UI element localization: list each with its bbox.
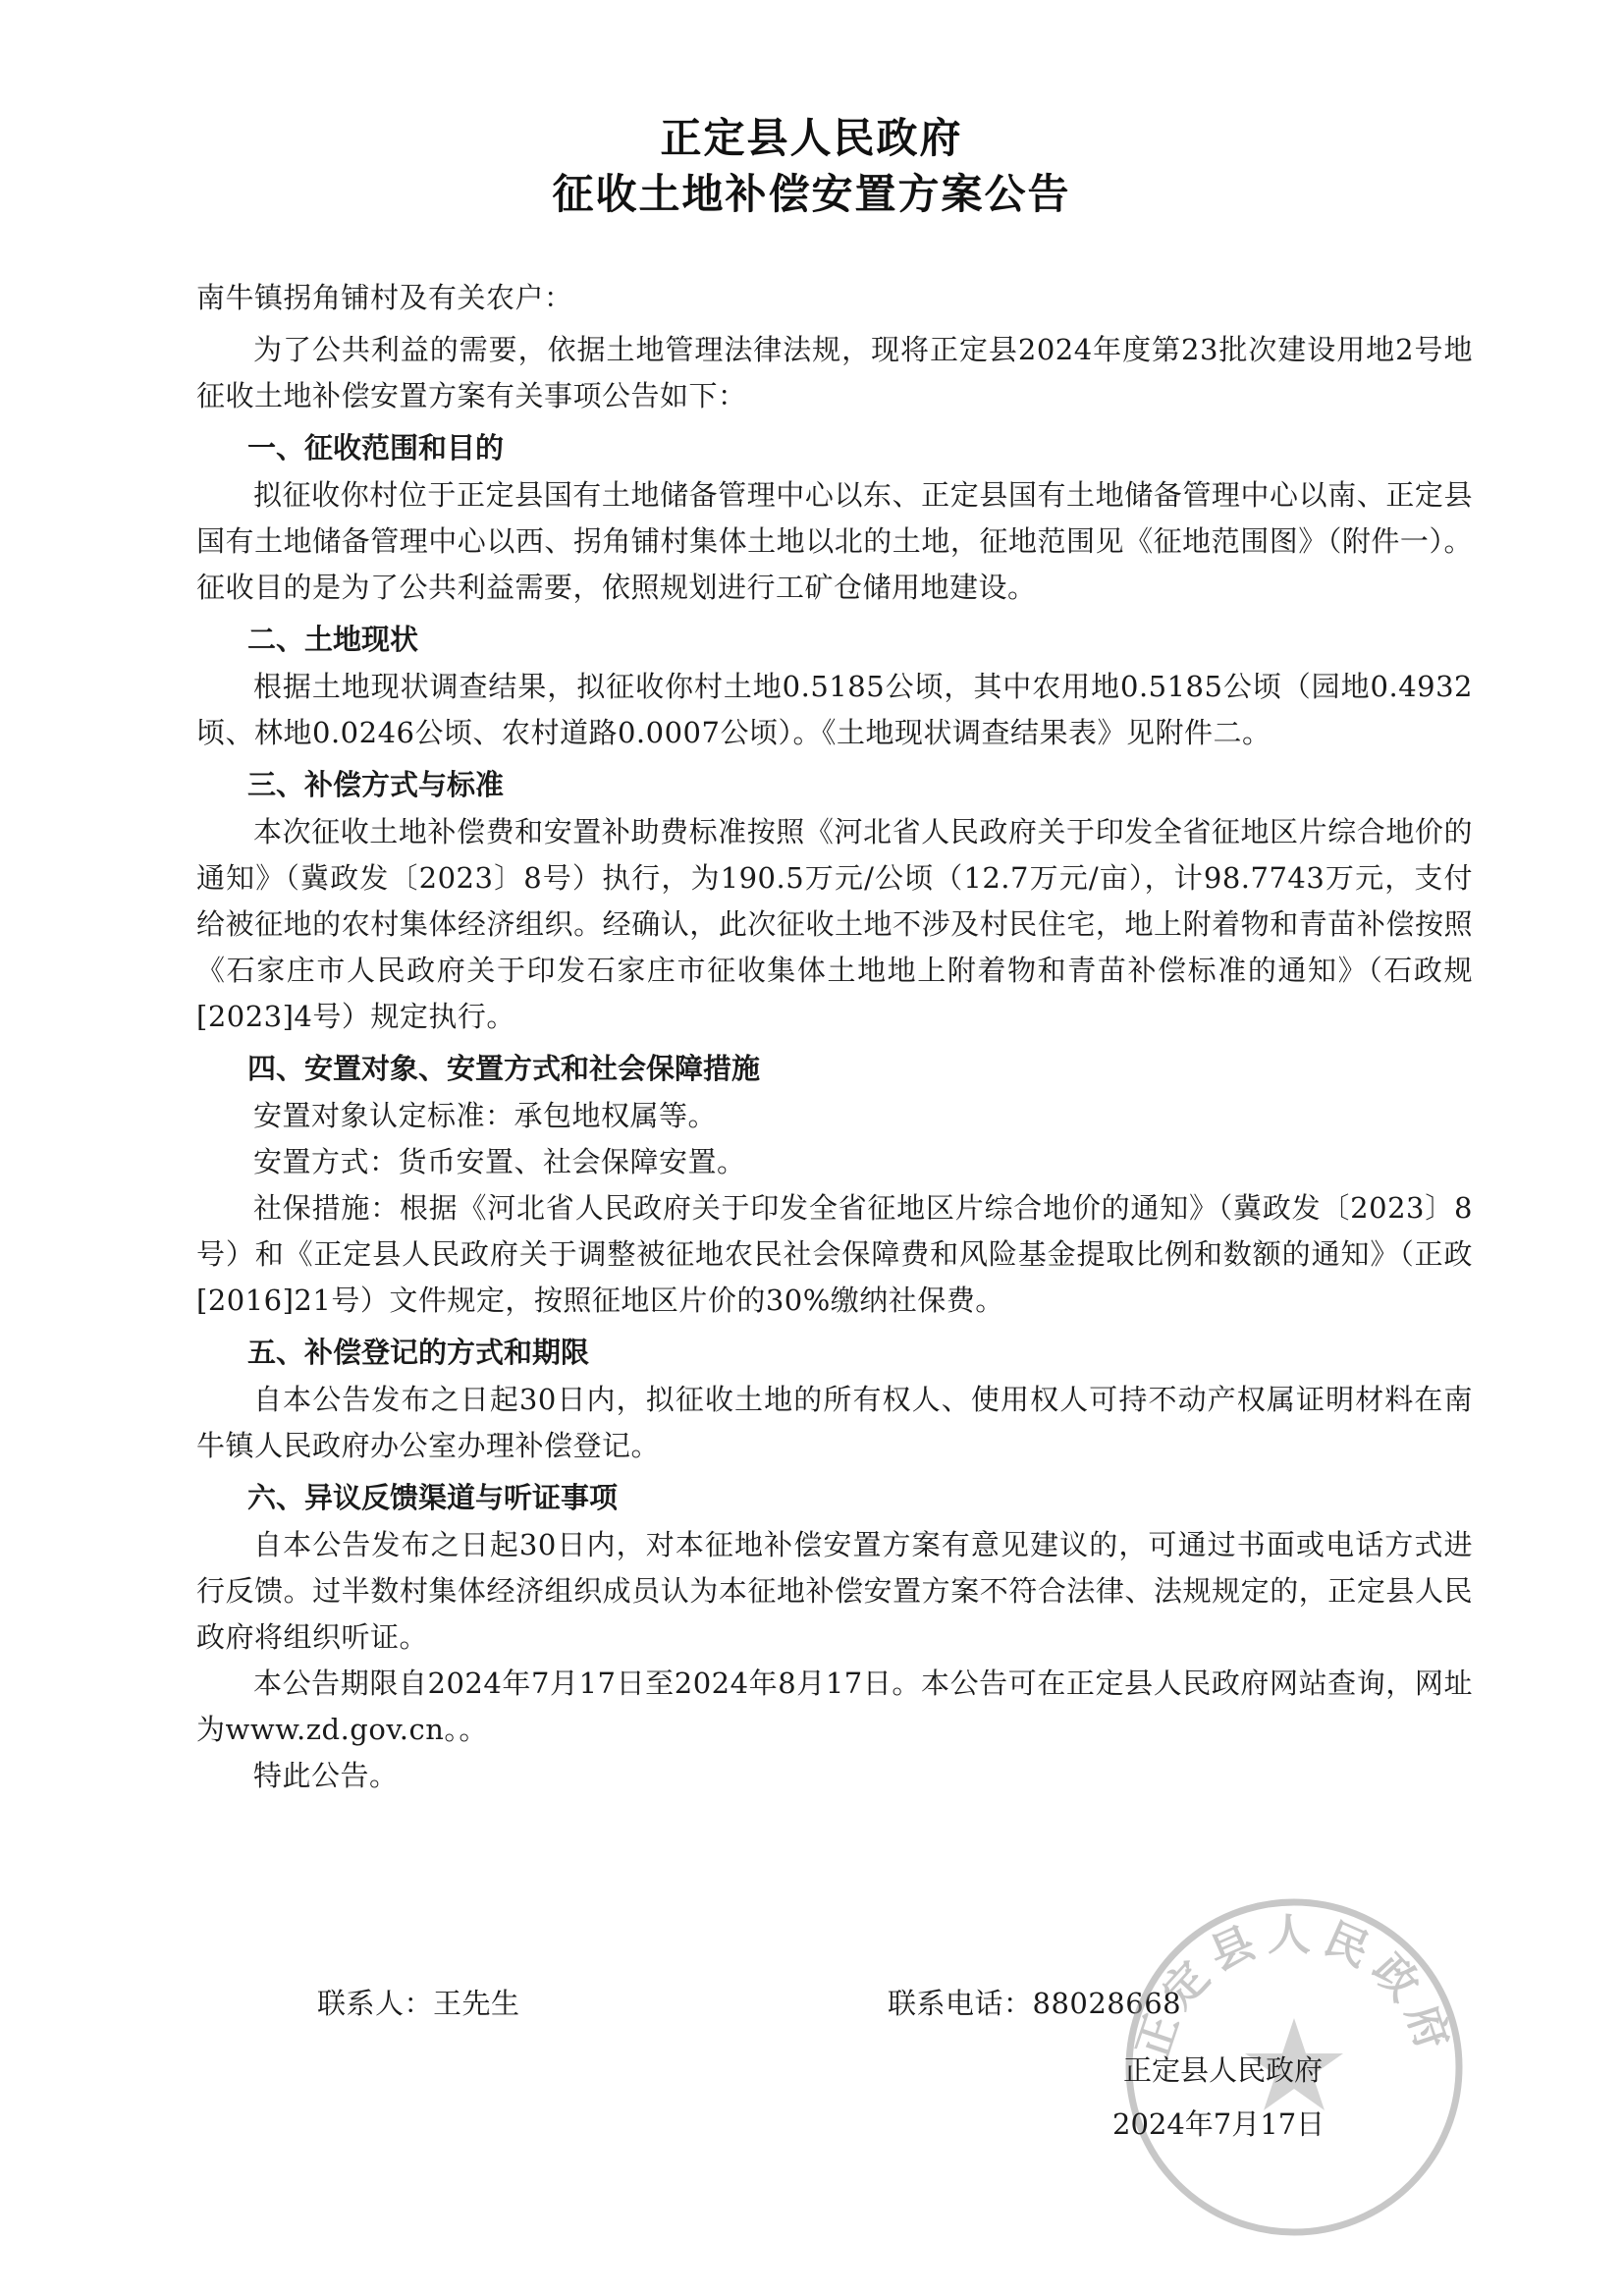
section-heading-5: 五、补偿登记的方式和期限 [247,1336,590,1369]
document-title-line2: 征收土地补偿安置方案公告 [552,170,1071,218]
section-heading-1: 一、征收范围和目的 [247,431,505,465]
section-heading-3: 三、补偿方式与标准 [247,768,505,801]
section-heading-4: 四、安置对象、安置方式和社会保障措施 [247,1052,761,1085]
section-3-paragraph: 本次征收土地补偿费和安置补助费标准按照《河北省人民政府关于印发全省征地区片综合地价的通知》（冀政发〔2023〕8号）执行，为190.5万元/公顷（12.7万元/亩），计98.7743万元，支付给被征地的农村集体经济组织。经确认，此次征收土地不涉及村民住宅，地上附着物和青苗补偿按照《石家庄市人民政府关于印发石家庄市征收集体土地地上附着物和青苗补偿标准的通知》（石政规[2023]4号）规定执行。 [196,815,1473,1033]
section-4-paragraph-1: 安置对象认定标准：承包地权属等。 [253,1099,718,1132]
closing-line: 特此公告。 [253,1759,399,1792]
intro-paragraph: 为了公共利益的需要，依据土地管理法律法规，现将正定县2024年度第23批次建设用地2号地征收土地补偿安置方案有关事项公告如下： [196,333,1473,412]
section-6-paragraph: 自本公告发布之日起30日内，对本征地补偿安置方案有意见建议的，可通过书面或电话方式进行反馈。过半数村集体经济组织成员认为本征地补偿安置方案不符合法律、法规规定的，正定县人民政府将组织听证。 [196,1528,1473,1654]
seal-text: 正定县人民政府 [1127,1910,1461,2065]
section-heading-6: 六、异议反馈渠道与听证事项 [247,1481,619,1514]
document-body [196,275,1473,1799]
salutation: 南牛镇拐角铺村及有关农户： [196,281,573,314]
period-paragraph: 本公告期限自2024年7月17日至2024年8月17日。本公告可在正定县人民政府网站查询，网址为www.zd.gov.cn。。 [196,1667,1473,1746]
section-2-paragraph: 根据土地现状调查结果，拟征收你村土地0.5185公顷，其中农用地0.5185公顷（园地0.4932顷、林地0.0246公顷、农村道路0.0007公顷）。《土地现状调查结果表》见附件二。 [196,670,1473,749]
section-heading-2: 二、土地现状 [247,623,419,656]
section-4-paragraph-3: 社保措施：根据《河北省人民政府关于印发全省征地区片综合地价的通知》（冀政发〔2023〕8号）和《正定县人民政府关于调整被征地农民社会保障费和风险基金提取比例和数额的通知》（正政[2016]21号）文件规定，按照征地区片价的30%缴纳社保费。 [196,1191,1473,1317]
section-1-paragraph: 拟征收你村位于正定县国有土地储备管理中心以东、正定县国有土地储备管理中心以南、正定县国有土地储备管理中心以西、拐角铺村集体土地以北的土地，征地范围见《征地范围图》（附件一）。征收目的是为了公共利益需要，依照规划进行工矿仓储用地建设。 [196,478,1473,604]
section-5-paragraph: 自本公告发布之日起30日内，拟征收土地的所有权人、使用权人可持不动产权属证明材料在南牛镇人民政府办公室办理补偿登记。 [196,1383,1473,1462]
section-4-paragraph-2: 安置方式：货币安置、社会保障安置。 [253,1145,746,1178]
contact-person: 联系人：王先生 [317,1987,520,2020]
issuer-name: 正定县人民政府 [1123,2053,1324,2087]
issue-date: 2024年7月17日 [1112,2107,1325,2141]
contact-phone: 联系电话：88028668 [888,1987,1182,2020]
document-title-line1: 正定县人民政府 [660,114,963,162]
